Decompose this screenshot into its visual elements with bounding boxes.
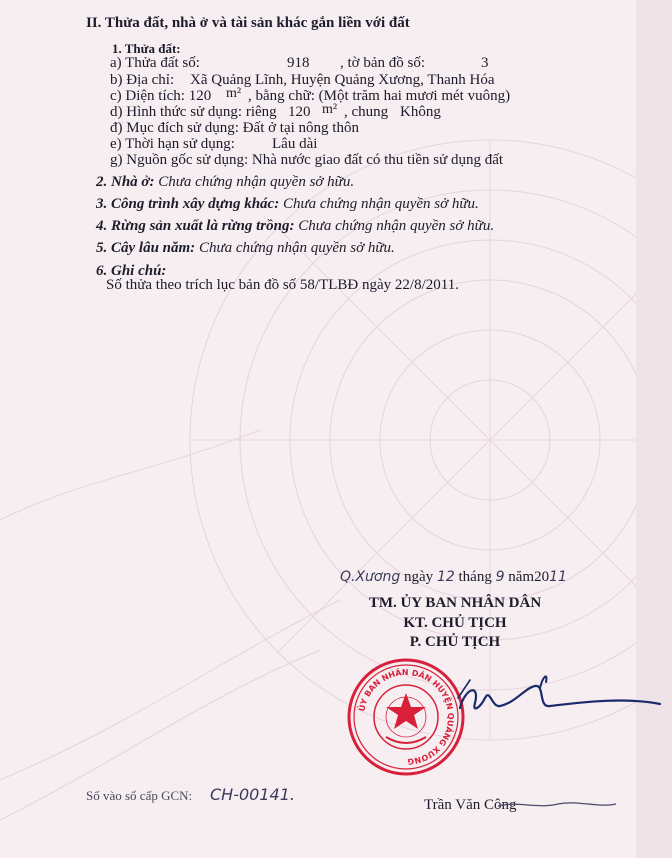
item-house-value: Chưa chứng nhận quyền sở hữu. bbox=[158, 174, 355, 190]
address-label: b) Địa chỉ: bbox=[110, 72, 175, 88]
item-forest bbox=[96, 217, 494, 235]
private-area-value: 120 bbox=[288, 104, 311, 120]
handwritten-signature bbox=[420, 668, 670, 738]
year-prefix: 20 bbox=[534, 569, 550, 585]
item-perennial-trees-value: Chưa chứng nhận quyền sở hữu. bbox=[198, 240, 395, 256]
year-suffix: 11 bbox=[549, 569, 567, 585]
map-sheet-label: , tờ bản đồ số: bbox=[340, 55, 426, 71]
usage-term-label: e) Thời hạn sử dụng: bbox=[110, 136, 235, 152]
private-area-unit: m² bbox=[322, 102, 338, 117]
parcel-number-value: 918 bbox=[287, 55, 310, 71]
issue-day: 12 bbox=[436, 569, 455, 585]
day-label: ngày bbox=[404, 569, 434, 585]
area-label: c) Diện tích: 120 bbox=[110, 88, 212, 104]
note-text: Số thửa theo trích lục bản đồ số 58/TLBĐ ngày 22/8/2011. bbox=[106, 277, 459, 293]
issue-place: Q.Xương bbox=[340, 569, 401, 585]
item-other-construction bbox=[96, 195, 479, 213]
issue-month: 9 bbox=[495, 569, 505, 585]
issue-date bbox=[340, 568, 567, 586]
item-perennial-trees-label: 5. Cây lâu năm: bbox=[96, 240, 196, 256]
address-value: Xã Quảng Lĩnh, Huyện Quảng Xương, Thanh Hóa bbox=[190, 72, 495, 88]
item-other-construction-value: Chưa chứng nhận quyền sở hữu. bbox=[282, 196, 479, 212]
area-unit: m² bbox=[226, 86, 242, 101]
shared-area-label: , chung bbox=[344, 104, 389, 120]
item-forest-label: 4. Rừng sản xuất là rừng trồng: bbox=[96, 218, 295, 234]
section-subtitle: 1. Thửa đất: bbox=[112, 41, 181, 56]
note-label: 6. Ghi chú: bbox=[96, 263, 167, 279]
land-purpose: đ) Mục đích sử dụng: Đất ở tại nông thôn bbox=[110, 120, 359, 136]
area-in-words: , bằng chữ: (Một trăm hai mươi mét vuông) bbox=[248, 88, 511, 104]
year-label: năm bbox=[508, 569, 535, 585]
item-house-label: 2. Nhà ở: bbox=[96, 174, 155, 190]
section-title: II. Thửa đất, nhà ở và tài sản khác gắn liền với đất bbox=[86, 15, 410, 31]
usage-term-value: Lâu dài bbox=[272, 136, 318, 152]
item-house bbox=[96, 173, 354, 191]
parcel-number-label: a) Thửa đất số: bbox=[110, 55, 200, 71]
name-flourish bbox=[498, 800, 618, 810]
land-origin: g) Nguồn gốc sử dụng: Nhà nước giao đất có thu tiền sử dụng đất bbox=[110, 152, 504, 168]
item-forest-value: Chưa chứng nhận quyền sở hữu. bbox=[298, 218, 495, 234]
registry-label: Số vào sổ cấp GCN: bbox=[86, 788, 193, 803]
shared-area-value: Không bbox=[400, 104, 441, 120]
item-other-construction-label: 3. Công trình xây dựng khác: bbox=[96, 196, 280, 212]
registry-number: CH-00141. bbox=[210, 785, 295, 804]
month-label: tháng bbox=[458, 569, 492, 585]
signatory-line-2: KT. CHỦ TỊCH bbox=[403, 615, 507, 631]
seal-ring-text: ỦY BAN NHÂN DÂN HUYỆN QUẢNG XƯƠNG bbox=[357, 667, 456, 767]
item-perennial-trees bbox=[96, 239, 395, 257]
signatory-line-1: TM. ỦY BAN NHÂN DÂN bbox=[368, 595, 542, 611]
signatory-name: Trần Văn Công bbox=[424, 797, 517, 813]
usage-form-label: d) Hình thức sử dụng: riêng bbox=[110, 104, 277, 120]
signatory-line-3: P. CHỦ TỊCH bbox=[409, 634, 501, 650]
map-sheet-value: 3 bbox=[481, 55, 489, 71]
